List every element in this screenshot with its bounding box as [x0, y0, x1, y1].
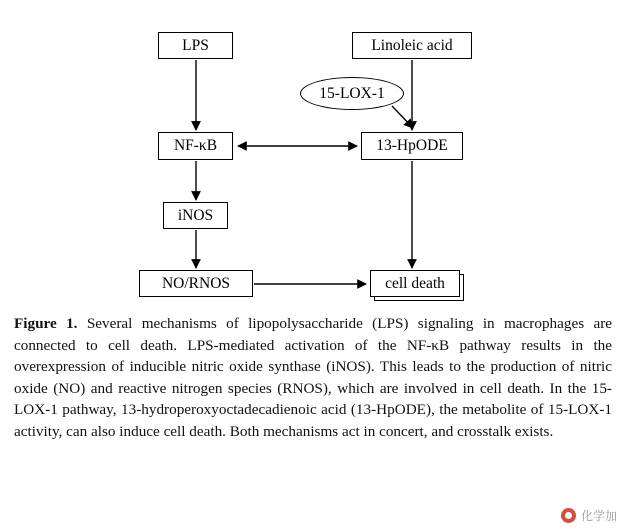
node-lps — [158, 32, 233, 59]
node-13-hpode — [361, 132, 463, 160]
watermark-text: 化学加 — [580, 509, 617, 523]
node-no-rnos-label: NO/RNOS — [161, 274, 231, 292]
circle-logo-icon — [561, 508, 576, 523]
edge-lox-hpode — [392, 106, 413, 128]
node-linoleic-acid-label: Linoleic acid — [371, 36, 453, 54]
node-lps-label: LPS — [182, 36, 209, 54]
node-cell-death-label: cell death — [385, 274, 445, 292]
node-nf-kb — [158, 132, 233, 160]
figure-caption-label: Figure 1. — [14, 315, 78, 332]
watermark — [561, 507, 617, 524]
node-cell-death — [370, 270, 460, 297]
node-inos-label: iNOS — [177, 206, 214, 224]
node-13-hpode-label: 13-HpODE — [376, 137, 448, 155]
node-15-lox-1-label: 15-LOX-1 — [319, 84, 385, 102]
figure-caption-text: Several mechanisms of lipopolysaccharide (LPS) signaling in macrophages are connected to cell death. LPS-mediated activation of the NF-κB pathway results in the overexpression of inducible nitric oxide synthase (iNOS). This leads to the production of nitric oxide (NO) and reactive nitrogen species (RNOS), which are involved in cell death. In the 15-LOX-1 pathway, 13-hydroperoxyoctadecadienoic acid (13-HpODE), the metabolite of 15-LOX-1 activity, can also induce cell death. Both mechanisms act in concert, and crosstalk exists. — [14, 315, 612, 440]
node-linoleic-acid — [352, 32, 472, 59]
node-inos — [163, 202, 228, 229]
node-no-rnos — [139, 270, 253, 297]
node-nf-kb-label: NF-κB — [173, 137, 218, 155]
node-15-lox-1 — [300, 77, 404, 110]
figure-caption — [14, 313, 612, 442]
